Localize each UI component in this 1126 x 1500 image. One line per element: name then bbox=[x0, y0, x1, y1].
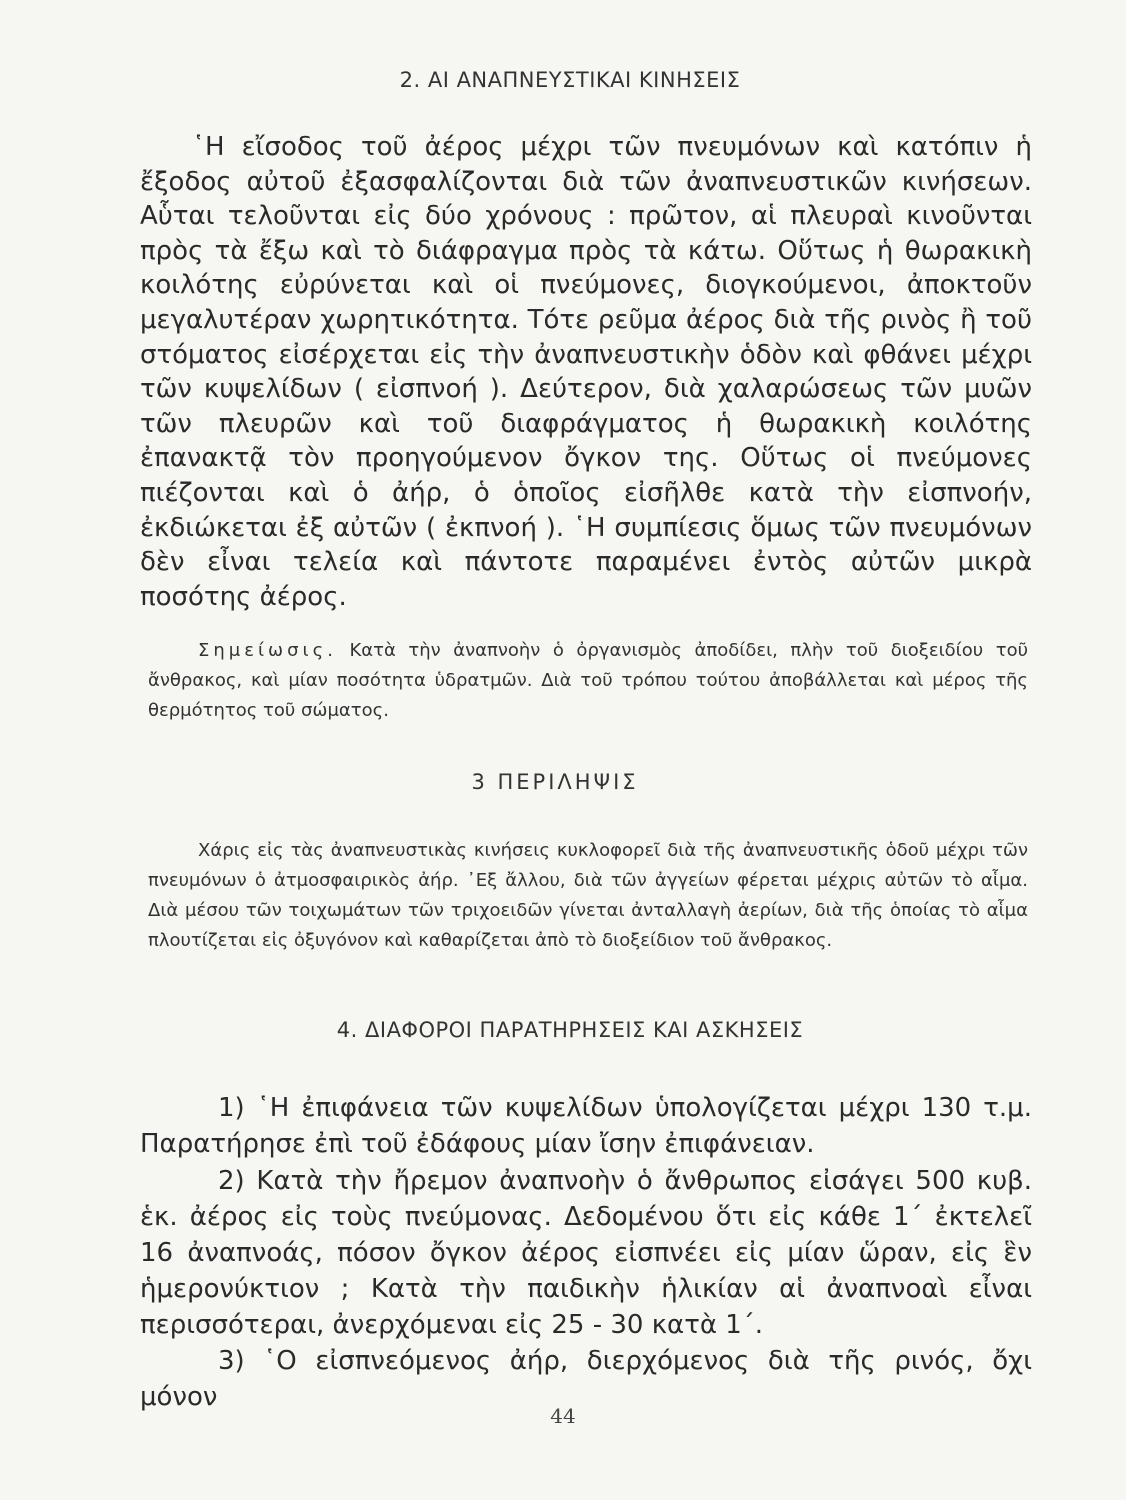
section-4-title: 4. ΔΙΑΦΟΡΟΙ ΠΑΡΑΤΗΡΗΣΕΙΣ ΚΑΙ ΑΣΚΗΣΕΙΣ bbox=[336, 1018, 804, 1042]
section-2-note bbox=[148, 636, 1028, 726]
exercise-item: 2) Κατὰ τὴν ἤρεμον ἀναπνοὴν ὁ ἄνθρωπος εἰσάγει 500 κυβ. ἑκ. ἀέρος εἰς τοὺς πνεύμονας. Δεδομένου ὅτι εἰς κάθε 1΄ ἐκτελεῖ 16 ἀναπνοάς, πόσον ὄγκον ἀέρος εἰσπνέει εἰς μίαν ὥραν, εἰς ἓν ἡμερονύκτιον ; Κατὰ τὴν παιδικὴν ἡλικίαν αἱ ἀναπνοαὶ εἶναι περισσότεραι, ἀνερχόμεναι εἰς 25 - 30 κατὰ 1΄. bbox=[140, 1166, 1032, 1340]
note-text: Κατὰ τὴν ἀναπνοὴν ὁ ὀργανισμὸς ἀποδίδει, πλὴν τοῦ διοξειδίου τοῦ ἄνθρακος, καὶ μίαν ποσότητα ὑδρατμῶν. Διὰ τοῦ τρόπου τούτου ἀποβάλλεται καὶ μέρος τῆς θερμότητος τοῦ σώματος. bbox=[148, 640, 1028, 721]
section-2-title: 2. ΑΙ ΑΝΑΠΝΕΥΣΤΙΚΑΙ ΚΙΝΗΣΕΙΣ bbox=[399, 68, 741, 92]
exercise-item: 3) ῾Ο εἰσπνεόμενος ἀήρ, διερχόμενος διὰ τῆς ρινός, ὄχι μόνον bbox=[140, 1346, 1032, 1412]
section-3-title: 3 ΠΕΡΙΛΗΨΙΣ bbox=[471, 770, 639, 794]
page-number: 44 bbox=[550, 1404, 576, 1428]
exercise-item: 1) ῾Η ἐπιφάνεια τῶν κυψελίδων ὑπολογίζεται μέχρι 130 τ.μ. Παρατήρησε ἐπὶ τοῦ ἐδάφους μίαν ἴσην ἐπιφάνειαν. bbox=[140, 1093, 1032, 1159]
section-2-paragraph: ῾Η εἴσοδος τοῦ ἀέρος μέχρι τῶν πνευμόνων καὶ κατόπιν ἡ ἔξοδος αὐτοῦ ἐξασφαλίζονται διὰ τῶν ἀναπνευστικῶν κινήσεων. Αὗται τελοῦνται εἰς δύο χρόνους : πρῶτον, αἱ πλευραὶ κινοῦνται πρὸς τὰ ἔξω καὶ τὸ διάφραγμα πρὸς τὰ κάτω. Οὕτως ἡ θωρακικὴ κοιλότης εὐρύνεται καὶ οἱ πνεύμονες, διογκούμενοι, ἀποκτοῦν μεγαλυτέραν χωρητικότητα. Τότε ρεῦμα ἀέρος διὰ τῆς ρινὸς ἢ τοῦ στόματος εἰσέρχεται εἰς τὴν ἀναπνευστικὴν ὁδὸν καὶ φθάνει μέχρι τῶν κυψελίδων ( εἰσπνοή ). Δεύτερον, διὰ χαλαρώσεως τῶν μυῶν τῶν πλευρῶν καὶ τοῦ διαφράγματος ἡ θωρακικὴ κοιλότης ἐπανακτᾷ τὸν προηγούμενον ὄγκον της. Οὕτως οἱ πνεύμονες πιέζονται καὶ ὁ ἀήρ, ὁ ὁποῖος εἰσῆλθε κατὰ τὴν εἰσπνοήν, ἐκδιώκεται ἐξ αὐτῶν ( ἐκπνοή ). ῾Η συμπίεσις ὅμως τῶν πνευμόνων δὲν εἶναι τελεία καὶ πάντοτε παραμένει ἐντὸς αὐτῶν μικρὰ ποσότης ἀέρος. bbox=[140, 132, 1032, 612]
section-3-summary: Χάρις εἰς τὰς ἀναπνευστικὰς κινήσεις κυκλοφορεῖ διὰ τῆς ἀναπνευστικῆς ὁδοῦ μέχρι τῶν πνευμόνων ὁ ἀτμοσφαιρικὸς ἀήρ. ᾿Εξ ἄλλου, διὰ τῶν ἀγγείων φέρεται μέχρις αὐτῶν τὸ αἷμα. Διὰ μέσου τῶν τοιχωμάτων τῶν τριχοειδῶν γίνεται ἀνταλλαγὴ ἀερίων, διὰ τῆς ὁποίας τὸ αἷμα πλουτίζεται εἰς ὀξυγόνον καὶ καθαρίζεται ἀπὸ τὸ διοξείδιον τοῦ ἄνθρακος. bbox=[148, 840, 1028, 951]
note-label: Σημείωσις. bbox=[198, 640, 337, 661]
